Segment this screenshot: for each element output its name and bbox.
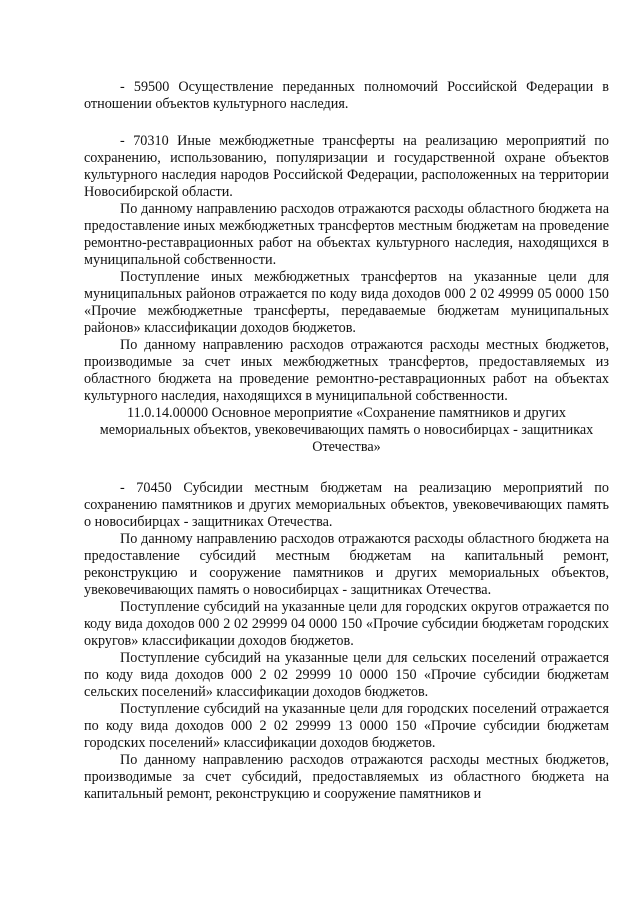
paragraph-expenses-regional: По данному направлению расходов отражаются расходы областного бюджета на предоставление иных межбюджетных трансфертов местным бюджетам на проведение ремонтно-реставрационных работ на объектах культурного наследия, находящихся в муниципальной собственности. <box>84 201 609 268</box>
paragraph-59500: - 59500 Осуществление переданных полномочий Российской Федерации в отношении объектов культурного наследия. <box>84 79 609 112</box>
paragraph-subsidies-local: По данному направлению расходов отражаются расходы местных бюджетов, производимые за счет субсидий, предоставляемых из областного бюджета на капитальный ремонт, реконструкцию и сооружение памятников и <box>84 752 609 802</box>
paragraph-revenue-city-districts: Поступление субсидий на указанные цели для городских округов отражается по коду вида доходов 000 2 02 29999 04 0000 150 «Прочие субсидии бюджетам городских округов» классификации доходов бюджетов. <box>84 599 609 649</box>
paragraph-subsidies-regional: По данному направлению расходов отражаются расходы областного бюджета на предоставление субсидий местным бюджетам на капитальный ремонт, реконструкцию и сооружение памятников и других мемориальных объектов, увековечивающих память о новосибирцах - защитниках Отечества. <box>84 531 609 598</box>
paragraph-revenue-rural-settlements: Поступление субсидий на указанные цели для сельских поселений отражается по коду вида доходов 000 2 02 29999 10 0000 150 «Прочие субсидии бюджетам сельских поселений» классификации доходов бюджетов. <box>84 650 609 700</box>
paragraph-expenses-local: По данному направлению расходов отражаются расходы местных бюджетов, производимые за счет иных межбюджетных трансфертов, предоставляемых из областного бюджета на проведение ремонтно-реставрационных работ на объектах культурного наследия, находящихся в муниципальной собственности. <box>84 337 609 404</box>
paragraph-revenue-urban-settlements: Поступление субсидий на указанные цели для городских поселений отражается по коду вида доходов 000 2 02 29999 13 0000 150 «Прочие субсидии бюджетам городских поселений» классификации доходов бюджетов. <box>84 701 609 751</box>
paragraph-70450: - 70450 Субсидии местным бюджетам на реализацию мероприятий по сохранению памятников и других мемориальных объектов, увековечивающих память о новосибирцах - защитниках Отечества. <box>84 480 609 530</box>
paragraph-70310: - 70310 Иные межбюджетные трансферты на реализацию мероприятий по сохранению, использованию, популяризации и государственной охране объектов культурного наследия народов Российской Федерации, расположенных на территории Новосибирской области. <box>84 133 609 200</box>
document-body <box>84 79 609 803</box>
paragraph-revenue-municipal-districts: Поступление иных межбюджетных трансфертов на указанные цели для муниципальных районов отражается по коду вида доходов 000 2 02 49999 05 0000 150 «Прочие межбюджетные трансферты, передаваемые бюджетам муниципальных районов» классификации доходов бюджетов. <box>84 269 609 336</box>
section-heading-11-0-14: 11.0.14.00000 Основное мероприятие «Сохранение памятников и других мемориальных объектов, увековечивающих память о новосибирцах - защитниках Отечества» <box>99 405 594 455</box>
